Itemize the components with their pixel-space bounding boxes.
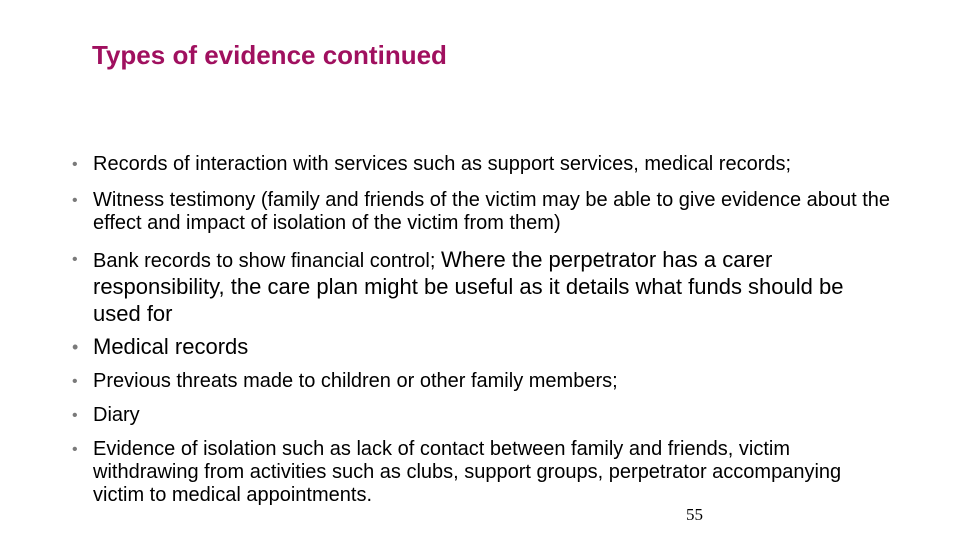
bullet-text: [93, 247, 892, 328]
bullet-item-threats: [72, 370, 892, 393]
bullet-text-large: Where the perpetrator has a carer responsibility, the care plan might be useful as it details what funds should be used for: [93, 247, 844, 326]
bullet-item-bank: [72, 247, 892, 328]
bullet-dot-icon: •: [72, 441, 78, 458]
bullet-dot-icon: •: [72, 337, 79, 357]
bullet-text: Medical records: [93, 334, 249, 359]
bullet-text: Diary: [93, 404, 140, 426]
bullet-text: Evidence of isolation such as lack of contact between family and friends, victim withdrawing from activities such as clubs, support groups, perpetrator accompanying victim to medical appointments.: [93, 438, 842, 506]
bullet-dot-icon: •: [72, 251, 78, 268]
bullet-dot-icon: •: [72, 373, 78, 390]
bullet-item-records: [72, 153, 892, 176]
bullet-text: Records of interaction with services such as support services, medical records;: [93, 153, 792, 175]
slide-title: Types of evidence continued: [92, 40, 447, 70]
bullet-item-diary: [72, 404, 892, 427]
bullet-text: Witness testimony (family and friends of the victim may be able to give evidence about the effect and impact of isolation of the victim from them): [93, 189, 891, 234]
bullet-item-medical: [72, 334, 892, 360]
bullet-dot-icon: •: [72, 407, 78, 424]
bullet-item-isolation: [72, 438, 872, 507]
bullet-dot-icon: •: [72, 192, 78, 209]
bullet-item-witness: [72, 189, 892, 235]
bullet-text: Previous threats made to children or other family members;: [93, 370, 618, 392]
bullet-dot-icon: •: [72, 156, 78, 173]
bullet-text-small: Bank records to show financial control;: [93, 250, 441, 272]
page-number: 55: [686, 505, 703, 524]
